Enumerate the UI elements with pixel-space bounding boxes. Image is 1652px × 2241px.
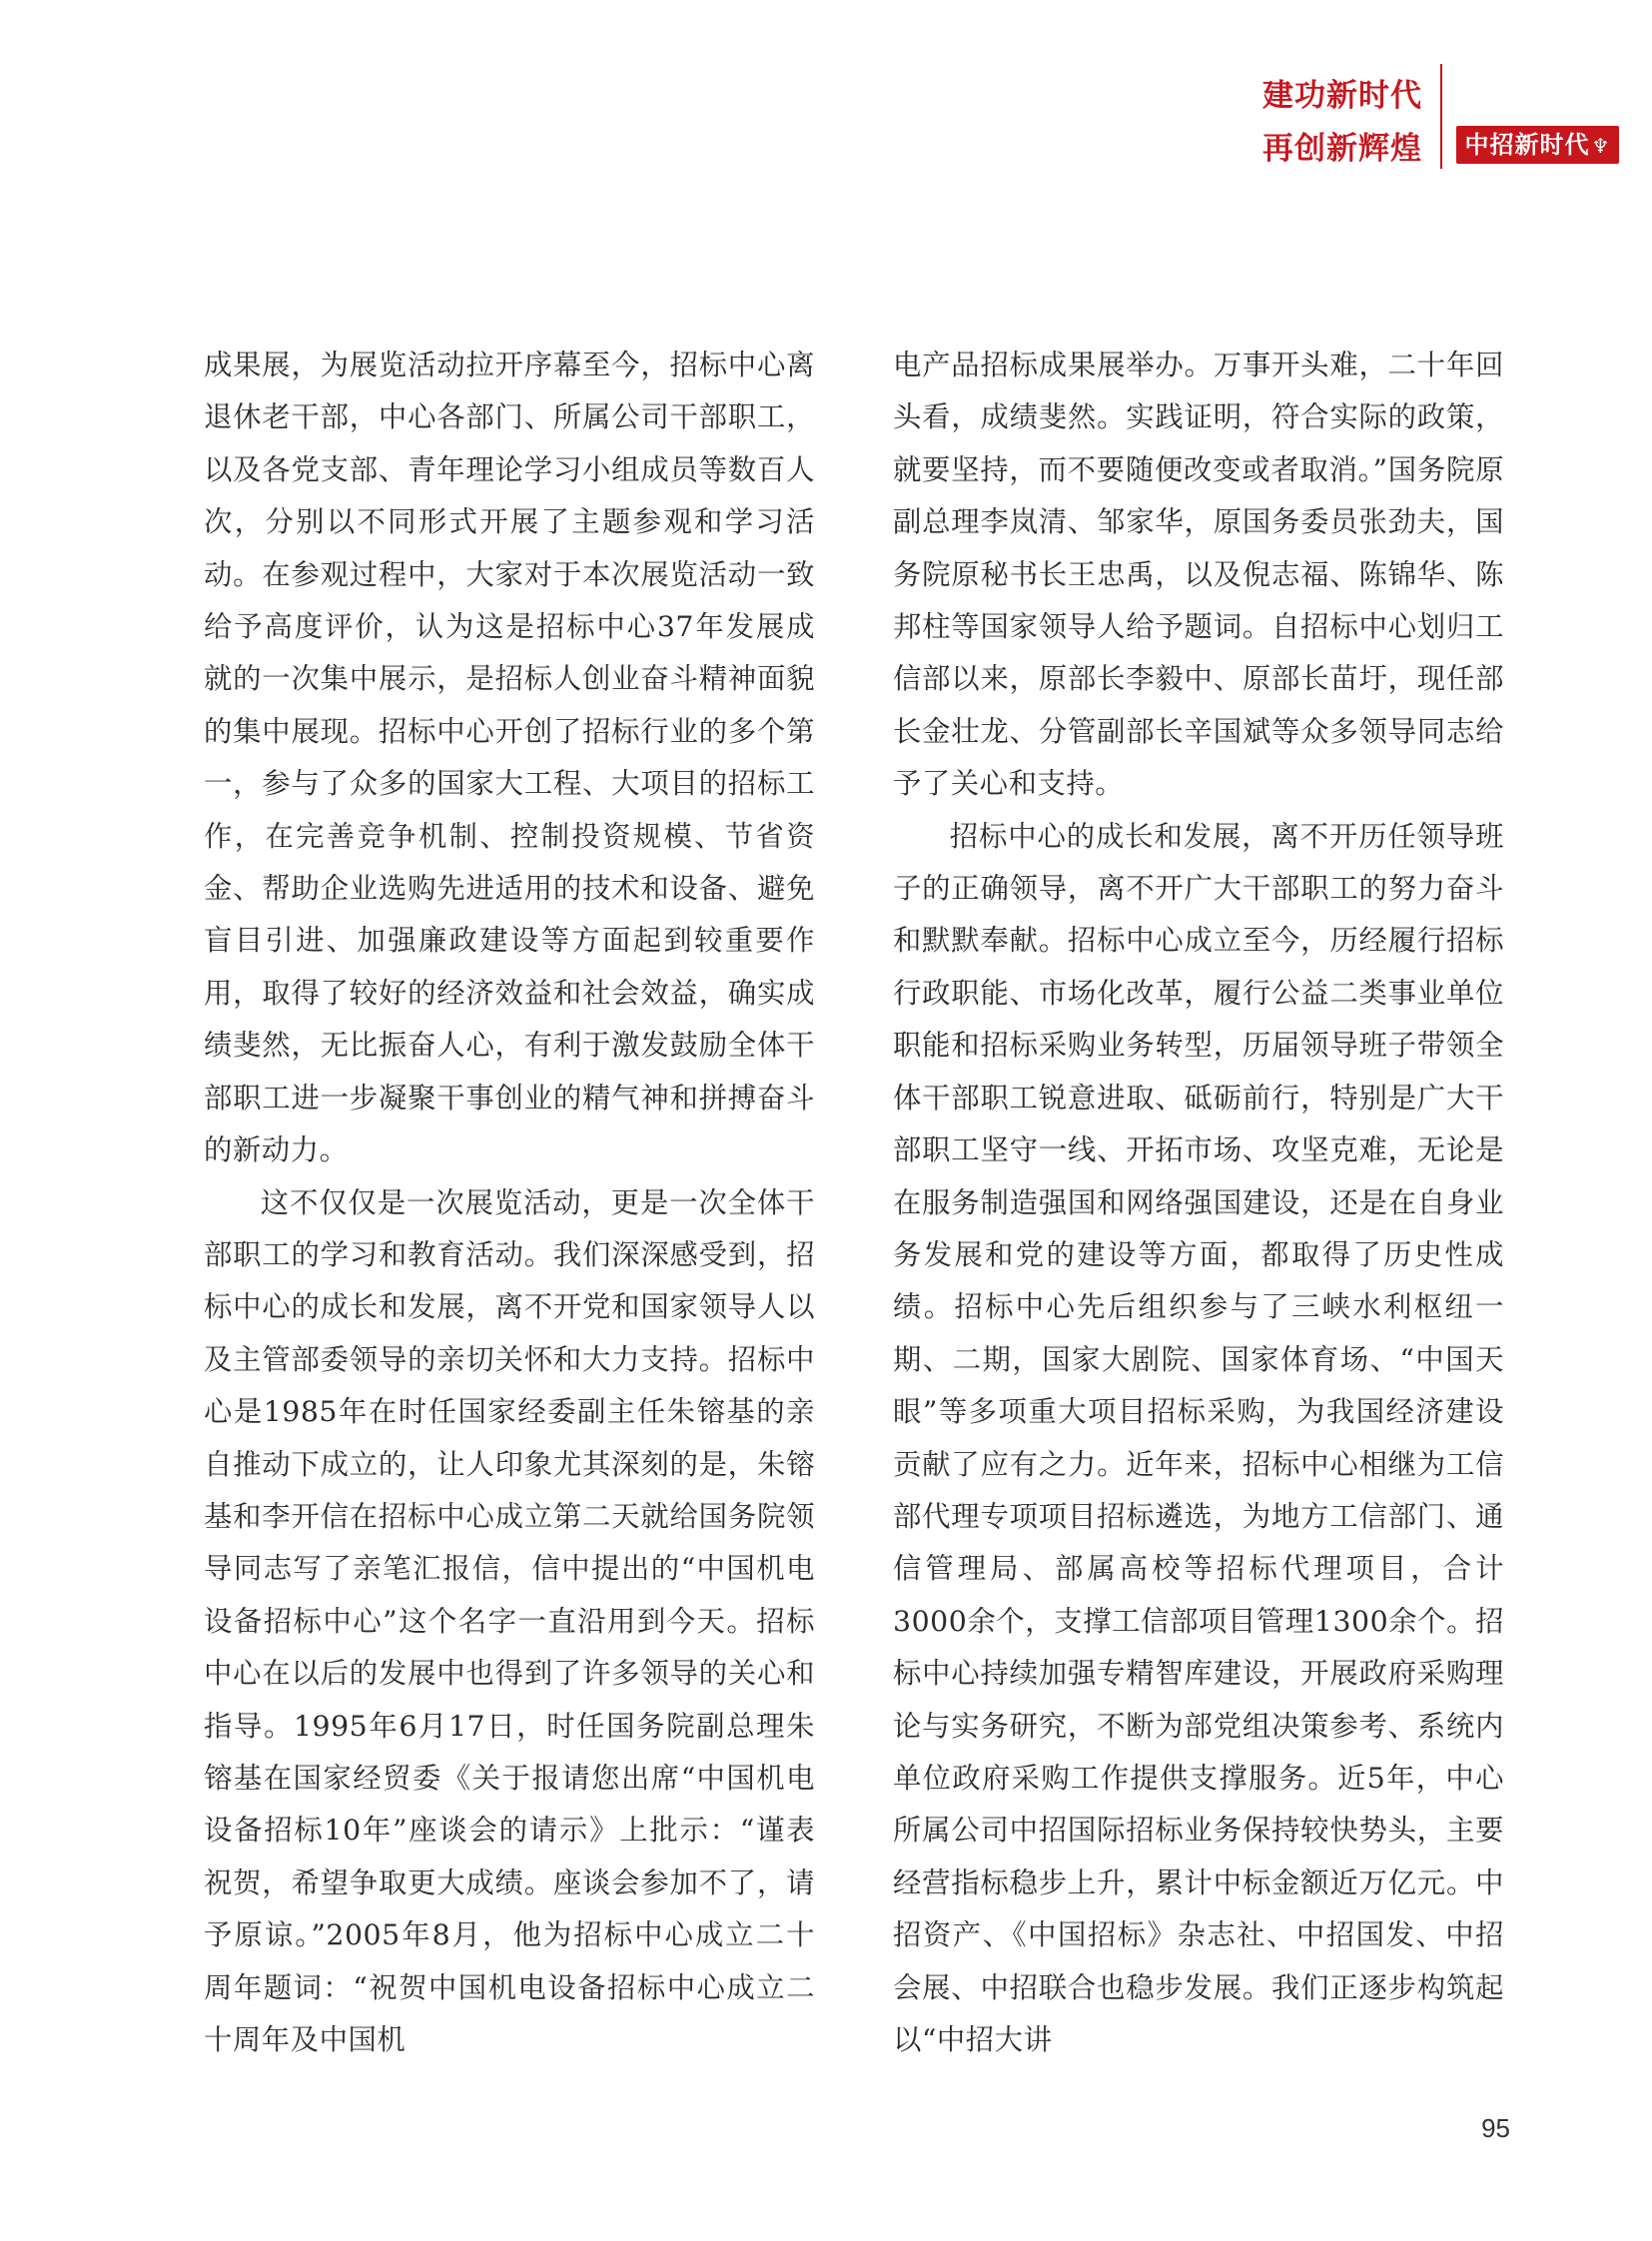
right-column [893,340,1504,2066]
right-paragraph-1: 电产品招标成果展举办。万事开头难，二十年回头看，成绩斐然。实践证明，符合实际的政策，就要坚持，而不要随便改变或者取消。”国务院原副总理李岚清、邹家华，原国务委员张劲夫，国务院原秘书长王忠禹，以及倪志福、陈锦华、陈邦柱等国家领导人给予题词。自招标中心划归工信部以来，原部长李毅中、原部长苗圩，现任部长金壮龙、分管副部长辛国斌等众多领导同志给予了关心和支持。 [893,349,1504,801]
page-header [1099,64,1611,174]
left-paragraph-2: 这不仅仅是一次展览活动，更是一次全体干部职工的学习和教育活动。我们深深感受到，招标中心的成长和发展，离不开党和国家领导人以及主管部委领导的亲切关怀和大力支持。招标中心是1985年在时任国家经委副主任朱镕基的亲自推动下成立的，让人印象尤其深刻的是，朱镕基和李开信在招标中心成立第二天就给国务院领导同志写了亲笔汇报信，信中提出的“中国机电设备招标中心”这个名字一直沿用到今天。招标中心在以后的发展中也得到了许多领导的关心和指导。1995年6月17日，时任国务院副总理朱镕基在国家经贸委《关于报请您出席“中国机电设备招标10年”座谈会的请示》上批示：“谨表祝贺，希望争取更大成绩。座谈会参加不了，请予原谅。”2005年8月，他为招标中心成立二十周年题词：“祝贺中国机电设备招标中心成立二十周年及中国机 [204,1185,815,2056]
torch-icon: ♆ [1591,134,1611,158]
left-paragraph-1: 成果展，为展览活动拉开序幕至今，招标中心离退休老干部，中心各部门、所属公司干部职工，以及各党支部、青年理论学习小组成员等数百人次，分别以不同形式开展了主题参观和学习活动。在参观过程中，大家对于本次展览活动一致给予高度评价，认为这是招标中心37年发展成就的一次集中展示，是招标人创业奋斗精神面貌的集中展现。招标中心开创了招标行业的多个第一，参与了众多的国家大工程、大项目的招标工作，在完善竞争机制、控制投资规模、节省资金、帮助企业选购先进适用的技术和设备、避免盲目引进、加强廉政建设等方面起到较重要作用，取得了较好的经济效益和社会效益，确实成绩斐然，无比振奋人心，有利于激发鼓励全体干部职工进一步凝聚干事创业的精气神和拼搏奋斗的新动力。 [204,349,815,1167]
right-paragraph-2: 招标中心的成长和发展，离不开历任领导班子的正确领导，离不开广大干部职工的努力奋斗和默默奉献。招标中心成立至今，历经履行招标行政职能、市场化改革，履行公益二类事业单位职能和招标采购业务转型，历届领导班子带领全体干部职工锐意进取、砥砺前行，特别是广大干部职工坚守一线、开拓市场、攻坚克难，无论是在服务制造强国和网络强国建设，还是在自身业务发展和党的建设等方面，都取得了历史性成绩。招标中心先后组织参与了三峡水利枢纽一期、二期，国家大剧院、国家体育场、“中国天眼”等多项重大项目招标采购，为我国经济建设贡献了应有之力。近年来，招标中心相继为工信部代理专项项目招标遴选，为地方工信部门、通信管理局、部属高校等招标代理项目，合计3000余个，支撑工信部项目管理1300余个。招标中心持续加强专精智库建设，开展政府采购理论与实务研究，不断为部党组决策参考、系统内单位政府采购工作提供支撑服务。近5年，中心所属公司中招国际招标业务保持较快势头，主要经营指标稳步上升，累计中标金额近万亿元。中招资产、《中国招标》杂志社、中招国发、中招会展、中招联合也稳步发展。我们正逐步构筑起以“中招大讲 [893,819,1504,2056]
header-divider [1440,64,1442,169]
slogan [1262,70,1422,176]
slogan-line-2: 再创新辉煌 [1262,131,1422,167]
column-badge [1456,126,1619,164]
badge-label: 中招新时代 [1464,131,1590,159]
slogan-line-1: 建功新时代 [1262,78,1422,114]
page-number: 95 [1481,2113,1510,2143]
left-column [204,340,815,2066]
